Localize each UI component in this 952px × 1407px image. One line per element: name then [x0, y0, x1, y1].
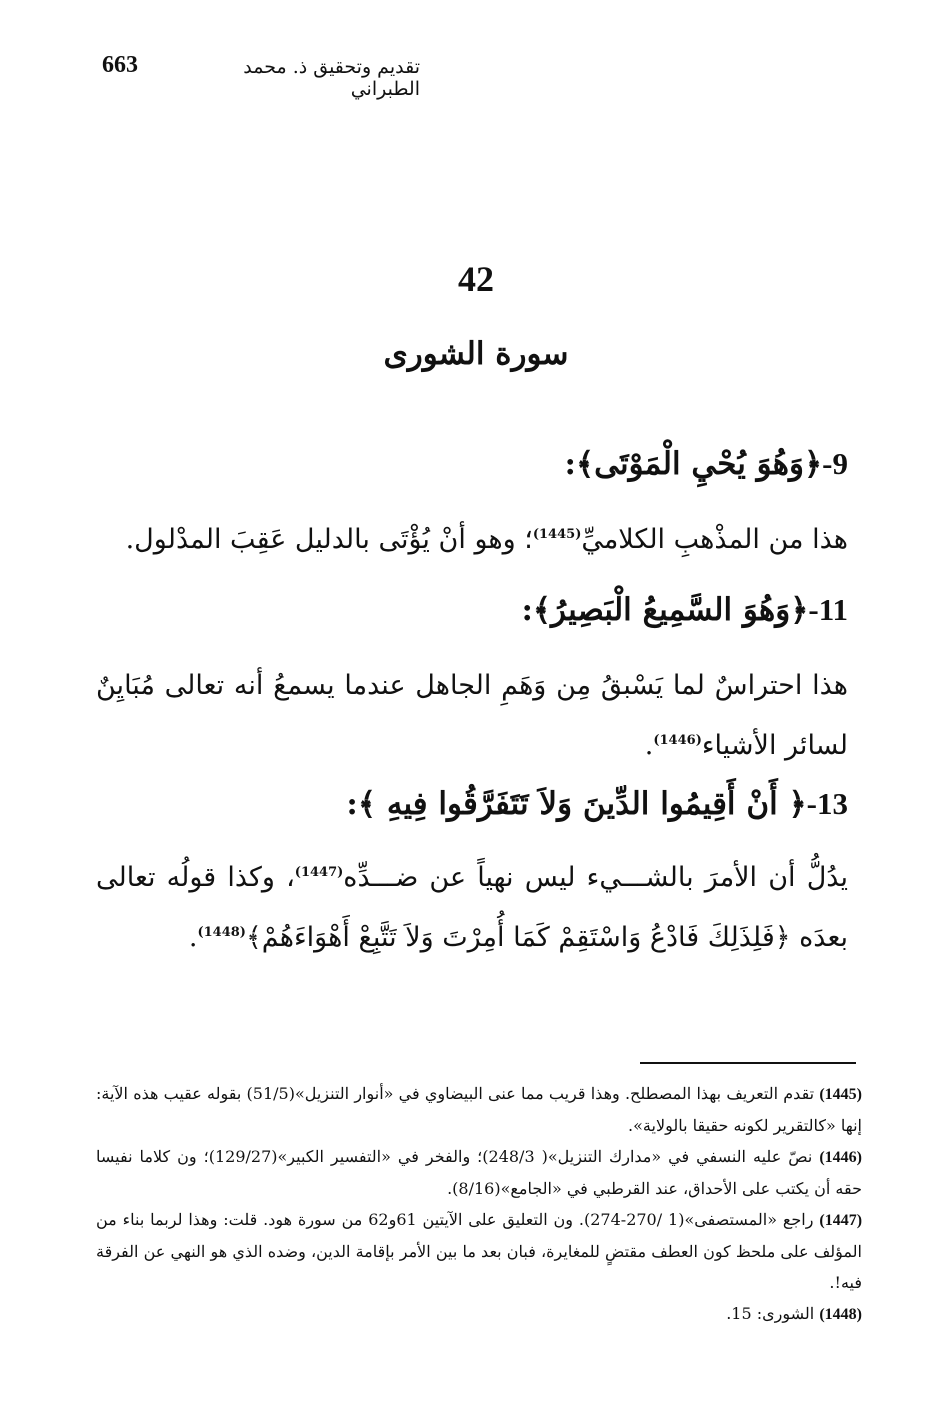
verse-text: ﴿وَهُوَ يُحْيِ الْمَوْتَى﴾: — [564, 446, 823, 482]
footnote-text: راجع «المستصفى»(1 /270-274). ون التعليق على الآيتين 61و62 من سورة هود. قلت: وهذا لربما بناء من المؤلف على ملحظ كون العطف مقتضٍ للمغايرة، فبان بعد ما بين الأمر بإقامة الدين، وضده الذي هو النهي عن الفرقة فيه!. — [96, 1210, 863, 1292]
footnote-text: تقدم التعريف بهذا المصطلح. وهذا قريب مما عنى البيضاوي في «أنوار التنزيل»(51/5) بقوله عقيب هذه الآية: إنها «كالتقرير لكونه حقيقا بالولاية». — [96, 1084, 862, 1135]
commentary-paragraph — [96, 510, 848, 570]
verse-text: ﴿ أَنْ أَقِيمُوا الدِّينَ وَلاَ تَتَفَرَّقُوا فِيهِ ﴾: — [346, 786, 807, 822]
footnote — [96, 1298, 862, 1330]
commentary-text: يدُلُّ أن الأمرَ بالشـــيء ليس نهياً عن ضـــدِّه — [343, 862, 848, 893]
verse-heading-9 — [565, 446, 848, 482]
verse-number: 13- — [806, 786, 848, 821]
footnote-text: نصّ عليه النسفي في «مدارك التنزيل»( 248/3)؛ والفخر في «التفسير الكبير»(129/27)؛ ون كلاما نفيسا حقه أن يكتب على الأحداق، عند القرطبي في «الجامع»(8/16). — [96, 1147, 862, 1198]
footnotes — [96, 1078, 862, 1330]
commentary-text: هذا من المذْهبِ الكلاميِّ — [581, 524, 848, 555]
footnote — [96, 1204, 862, 1298]
footnote — [96, 1141, 862, 1204]
commentary-text: هذا احتراسٌ لما يَسْبقُ مِن وَهَمِ الجاهل عندما يسمعُ أنه تعالى مُبَايِنٌ لسائر الأشياء — [96, 670, 848, 761]
commentary-paragraph — [96, 848, 848, 968]
running-title: تقديم وتحقيق ذ. محمد الطبراني — [243, 56, 420, 100]
footnote-ref: (1447) — [294, 865, 344, 880]
verse-heading-11 — [521, 592, 848, 628]
verse-number: 9- — [822, 446, 848, 481]
chapter-number: 42 — [458, 259, 494, 299]
footnote-ref: (1445) — [532, 527, 582, 542]
footnote-number: (1446) — [819, 1149, 862, 1166]
commentary-text: ، وكذا قولُه تعالى بعدَه ﴿فَلِذَلِكَ فَادْعُ وَاسْتَقِمْ كَمَا أُمِرْتَ وَلاَ تَتَّبِعْ أَهْوَاءَهُمْ﴾ — [96, 862, 848, 953]
footnote-number: (1445) — [819, 1086, 862, 1103]
page-number: 663 — [102, 52, 138, 78]
footnote-separator — [640, 1062, 856, 1064]
commentary-text: ؛ وهو أنْ يُؤْتَى بالدليل عَقِبَ المدْلول. — [125, 524, 533, 555]
footnote-ref: (1446) — [653, 733, 702, 748]
surah-title: سورة الشورى — [383, 336, 569, 372]
commentary-text: . — [644, 730, 654, 761]
footnote-number: (1448) — [819, 1306, 862, 1323]
verse-heading-13 — [346, 786, 848, 822]
footnote-ref: (1448) — [197, 925, 246, 940]
commentary-text: . — [188, 922, 198, 953]
verse-number: 11- — [808, 592, 848, 627]
footnote — [96, 1078, 862, 1141]
commentary-paragraph — [96, 656, 848, 776]
footnote-number: (1447) — [819, 1212, 863, 1229]
footnote-text: الشورى: 15. — [726, 1304, 815, 1323]
verse-text: ﴿وَهُوَ السَّمِيعُ الْبَصِيرُ﴾: — [521, 592, 809, 628]
